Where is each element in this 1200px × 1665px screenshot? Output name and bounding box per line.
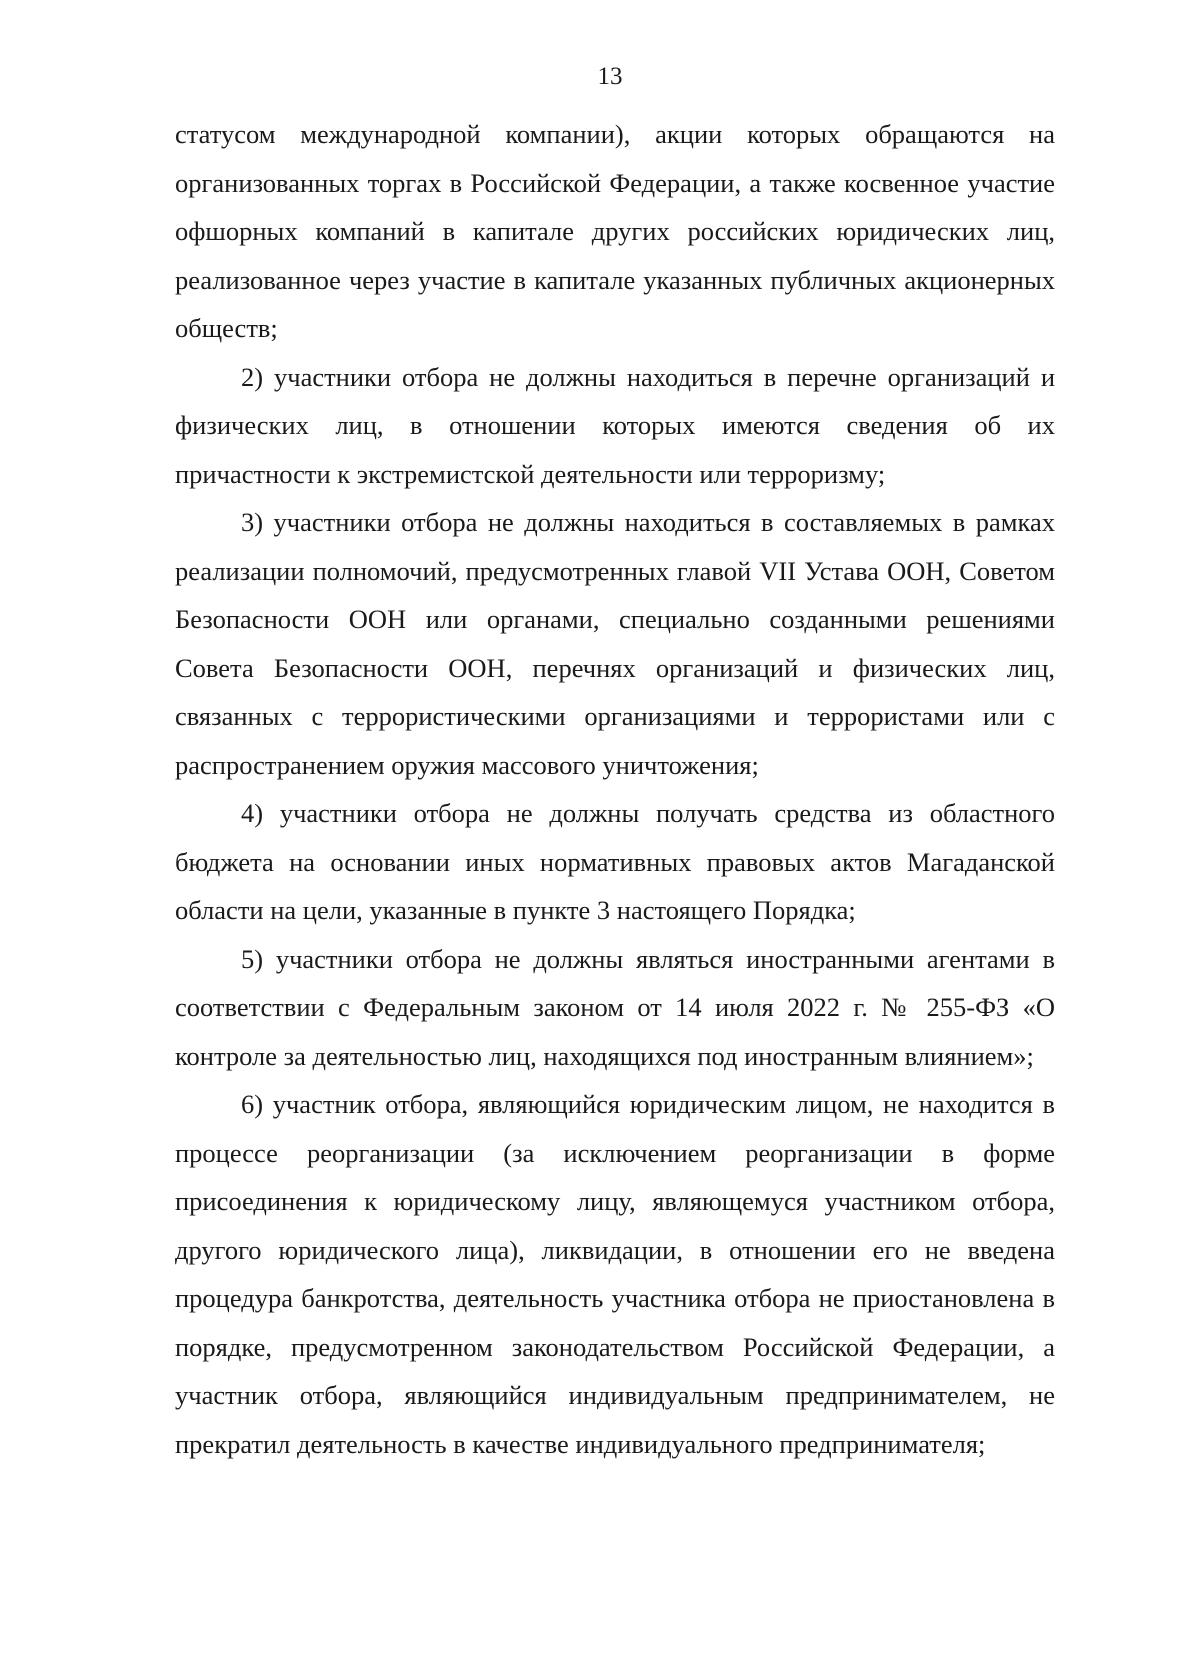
paragraph-item-2: 2) участники отбора не должны находиться в перечне организаций и физических лиц, в отношении которых имеются сведения об их причастности к экстремистской деятельности или терроризму; bbox=[175, 361, 1055, 489]
document-body bbox=[175, 110, 1055, 1468]
page-number: 13 bbox=[597, 63, 623, 90]
paragraph-item-3: 3) участники отбора не должны находиться в составляемых в рамках реализации полномочий, предусмотренных главой VII Устава ООН, Советом Безопасности ООН или органами, специально созданными решениями Совета Безопасности ООН, перечнях организаций и физических лиц, связанных с террористическими организациями и террористами или с распространением оружия массового уничтожения; bbox=[175, 507, 1055, 780]
paragraph-item-4: 4) участники отбора не должны получать средства из областного бюджета на основании иных нормативных правовых актов Магаданской области на цели, указанные в пункте 3 настоящего Порядка; bbox=[175, 798, 1055, 925]
paragraph-item-5: 5) участники отбора не должны являться иностранными агентами в соответствии с Федеральным законом от 14 июля 2022 г. № 255-ФЗ «О контроле за деятельностью лиц, находящихся под иностранным влиянием»; bbox=[175, 943, 1055, 1071]
paragraph-continuation: статусом международной компании), акции которых обращаются на организованных торгах в Российской Федерации, а также косвенное участие офшорных компаний в капитале других российских юридических лиц, реализованное через участие в капитале указанных публичных акционерных обществ; bbox=[175, 119, 1055, 343]
paragraph-item-6: 6) участник отбора, являющийся юридическим лицом, не находится в процессе реорганизации (за исключением реорганизации в форме присоединения к юридическому лицу, являющемуся участником отбора, другого юридического лица), ликвидации, в отношении его не введена процедура банкротства, деятельность участника отбора не приостановлена в порядке, предусмотренном законодательством Российской Федерации, а участник отбора, являющийся индивидуальным предпринимателем, не прекратил деятельность в качестве индивидуального предпринимателя; bbox=[175, 1089, 1055, 1459]
